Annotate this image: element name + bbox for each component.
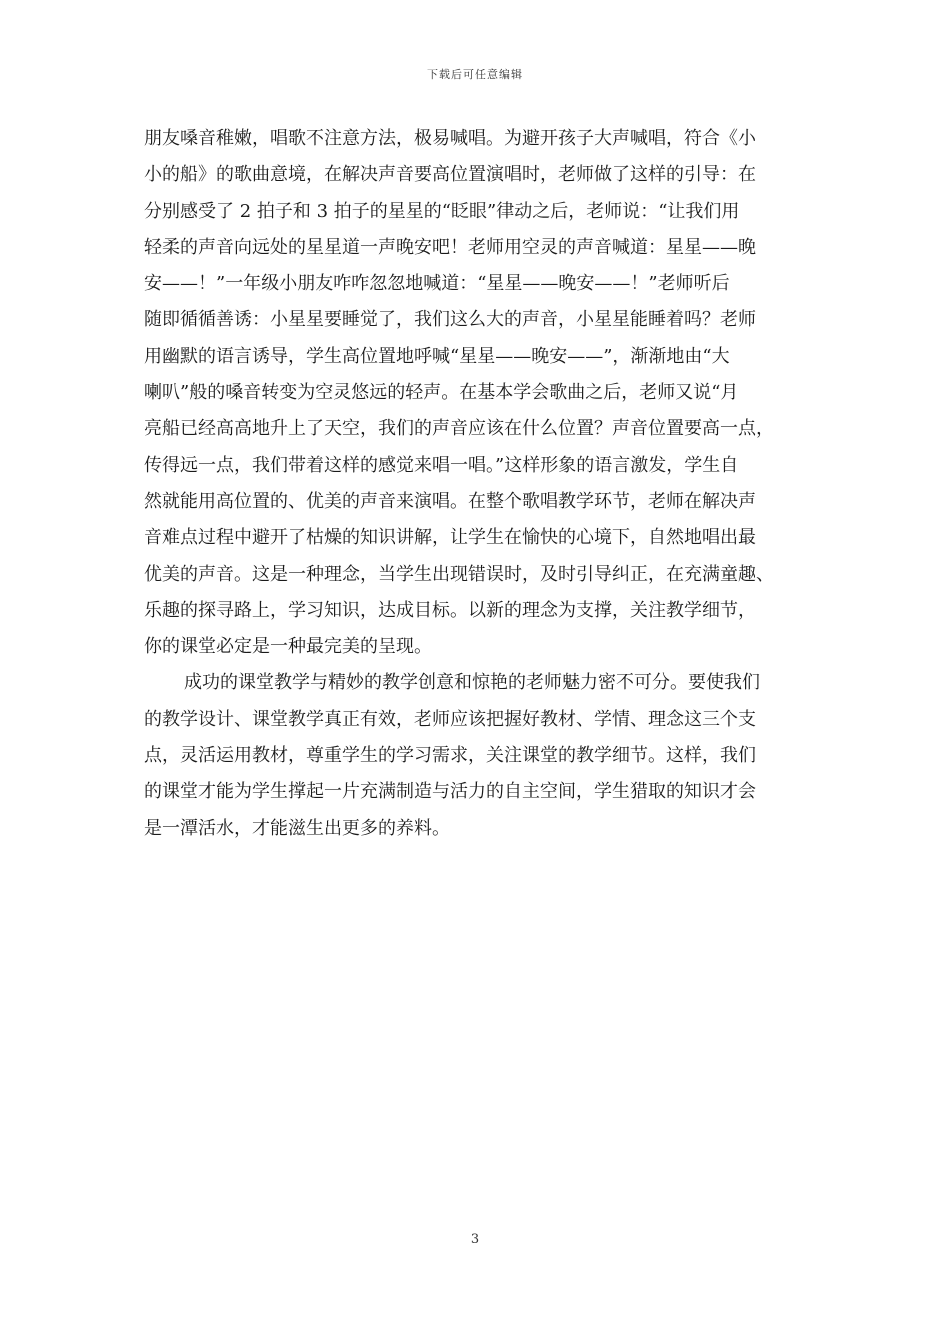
text-line: 朋友嗓音稚嫩，唱歌不注意方法，极易喊唱。为避开孩子大声喊唱，符合《小 bbox=[144, 128, 756, 149]
text-line: 传得远一点，我们带着这样的感觉来唱一唱。”这样形象的语言激发，学生自 bbox=[144, 454, 739, 476]
text-line: 点，灵活运用教材，尊重学生的学习需求，关注课堂的教学细节。这样，我们 bbox=[144, 745, 756, 767]
text-line: 音难点过程中避开了枯燥的知识讲解，让学生在愉快的心境下，自然地唱出最 bbox=[144, 527, 756, 549]
text-line: 然就能用高位置的、优美的声音来演唱。在整个歌唱教学环节，老师在解决声 bbox=[144, 490, 756, 512]
text-line: 的教学设计、课堂教学真正有效，老师应该把握好教材、学情、理念这三个支 bbox=[144, 708, 756, 730]
text-line: 优美的声音。这是一种理念，当学生出现错误时，及时引导纠正，在充满童趣、 bbox=[144, 563, 774, 585]
page-header: 下载后可任意编辑 bbox=[427, 68, 523, 81]
page-number: 3 bbox=[470, 1232, 480, 1247]
text-line: 随即循循善诱：小星星要睡觉了，我们这么大的声音，小星星能睡着吗？老师 bbox=[144, 309, 756, 331]
text-line: 成功的课堂教学与精妙的教学创意和惊艳的老师魅力密不可分。要使我们 bbox=[184, 672, 760, 694]
document-body bbox=[144, 121, 814, 847]
text-line: 喇叭”般的嗓音转变为空灵悠远的轻声。在基本学会歌曲之后，老师又说“月 bbox=[144, 382, 739, 404]
paragraph-2 bbox=[144, 665, 814, 846]
text-line: 轻柔的声音向远处的星星道一声晚安吧！老师用空灵的声音喊道：星星——晚 bbox=[144, 236, 756, 258]
text-line: 安——！”一年级小朋友咋咋忽忽地喊道：“星星——晚安——！”老师听后 bbox=[144, 273, 730, 295]
text-line: 分别感受了 2 拍子和 3 拍子的星星的“眨眼”律动之后，老师说：“让我们用 bbox=[144, 200, 740, 222]
paragraph-1 bbox=[144, 121, 814, 665]
text-line: 亮船已经高高地升上了天空，我们的声音应该在什么位置？声音位置要高一点， bbox=[144, 418, 774, 440]
text-line: 你的课堂必定是一种最完美的呈现。 bbox=[144, 636, 432, 658]
text-line: 是一潭活水，才能滋生出更多的养料。 bbox=[144, 817, 450, 839]
text-line: 用幽默的语言诱导，学生高位置地呼喊“星星——晚安——”，渐渐地由“大 bbox=[144, 345, 730, 367]
text-line: 乐趣的探寻路上，学习知识，达成目标。以新的理念为支撑，关注教学细节， bbox=[144, 599, 756, 621]
text-line: 的课堂才能为学生撑起一片充满制造与活力的自主空间，学生猎取的知识才会 bbox=[144, 781, 756, 803]
text-line: 小的船》的歌曲意境，在解决声音要高位置演唱时，老师做了这样的引导：在 bbox=[144, 164, 756, 186]
